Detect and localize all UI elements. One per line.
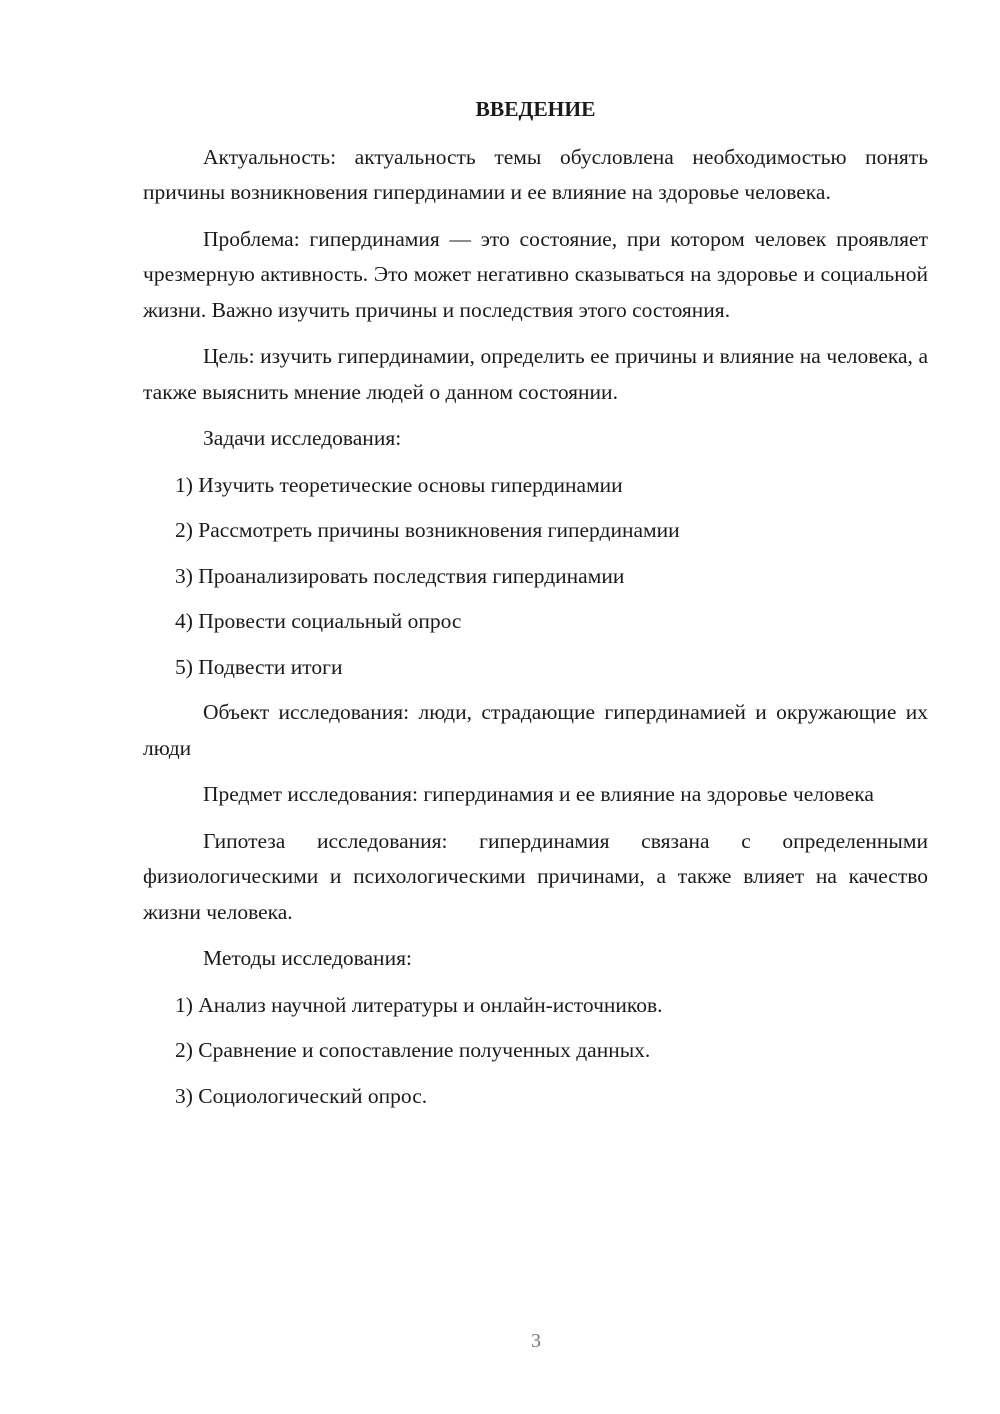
list-item: 4) Провести социальный опрос — [175, 609, 462, 633]
list-item: 3) Проанализировать последствия гипердинамии — [175, 563, 625, 588]
tasks-list — [143, 468, 928, 686]
goal-paragraph: Цель: изучить гипердинамии, определить ее причины и влияние на человека, а также выяснить мнение людей о данном состоянии. — [143, 344, 928, 404]
relevance-paragraph: Актуальность: актуальность темы обусловлена необходимостью понять причины возникновения гипердинамии и ее влияние на здоровье человека. — [143, 144, 928, 204]
page-number: 3 — [531, 1330, 541, 1352]
subject-paragraph: Предмет исследования: гипердинамия и ее влияние на здоровье человека — [203, 782, 874, 806]
list-item: 5) Подвести итоги — [175, 654, 343, 679]
problem-paragraph: Проблема: гипердинамия — это состояние, при котором человек проявляет чрезмерную активность. Это может негативно сказываться на здоровье и социальной жизни. Важно изучить причины и последствия этого состояния. — [143, 226, 928, 322]
object-paragraph: Объект исследования: люди, страдающие гипердинамией и окружающие их люди — [143, 700, 928, 760]
list-item: 1) Анализ научной литературы и онлайн-источников. — [175, 992, 663, 1017]
methods-heading: Методы исследования: — [203, 946, 412, 970]
page-content — [143, 92, 928, 1124]
list-item: 1) Изучить теоретические основы гипердинамии — [175, 472, 623, 497]
list-item: 3) Социологический опрос. — [175, 1083, 428, 1108]
section-title: ВВЕДЕНИЕ — [475, 97, 596, 121]
tasks-heading: Задачи исследования: — [203, 426, 402, 450]
list-item: 2) Рассмотреть причины возникновения гипердинамии — [175, 518, 680, 542]
methods-list — [143, 988, 928, 1115]
hypothesis-paragraph: Гипотеза исследования: гипердинамия связана с определенными физиологическими и психологическими причинами, а также влияет на качество жизни человека. — [143, 828, 928, 924]
list-item: 2) Сравнение и сопоставление полученных данных. — [175, 1038, 651, 1062]
